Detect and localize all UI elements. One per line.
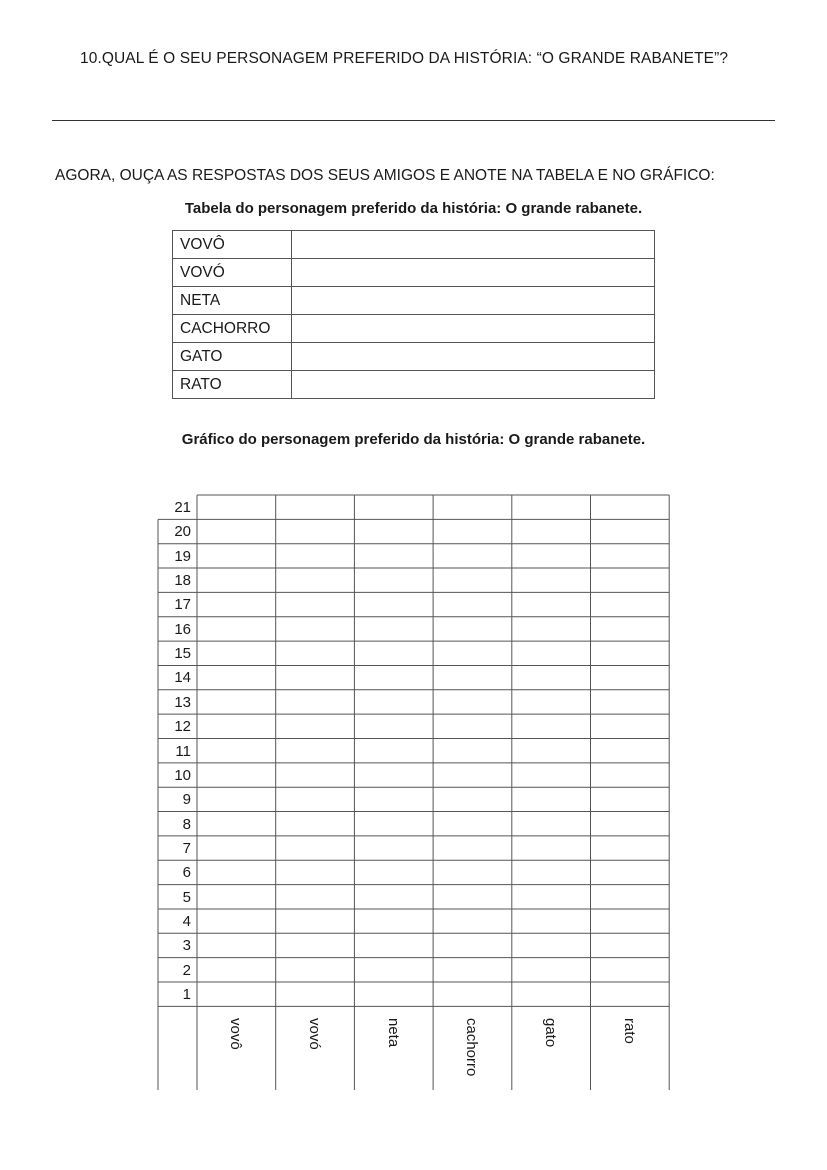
y-tick-label: 9	[182, 791, 191, 809]
y-tick-label: 15	[174, 645, 191, 663]
y-tick-label: 21	[174, 499, 191, 516]
y-tick-label: 5	[182, 888, 191, 906]
y-tick-label: 2	[182, 961, 191, 979]
x-category-label: cachorro	[463, 1018, 481, 1077]
character-name: NETA	[173, 287, 292, 315]
y-tick-label: 8	[182, 815, 191, 833]
x-category-label: gato	[542, 1018, 560, 1048]
y-tick-label: 4	[182, 912, 191, 930]
character-name: VOVÔ	[173, 231, 292, 259]
character-name: VOVÓ	[173, 259, 292, 287]
y-tick-label: 1	[182, 986, 191, 1003]
x-category-label: vovô	[227, 1018, 245, 1051]
question-text: 10.QUAL É O SEU PERSONAGEM PREFERIDO DA HISTÓRIA: “O GRANDE RABANETE”?	[80, 50, 729, 67]
character-name: GATO	[173, 343, 292, 371]
y-tick-label: 18	[174, 572, 191, 590]
y-tick-label: 11	[175, 742, 191, 760]
y-tick-label: 12	[174, 718, 191, 736]
character-name: RATO	[173, 371, 292, 399]
y-tick-label: 6	[182, 864, 191, 882]
y-tick-label: 10	[174, 766, 191, 784]
table-title: Tabela do personagem preferido da história: O grande rabanete.	[184, 200, 643, 217]
y-tick-label: 3	[182, 937, 191, 955]
y-tick-label: 7	[182, 839, 191, 857]
character-name: CACHORRO	[173, 315, 292, 343]
instruction-text: AGORA, OUÇA AS RESPOSTAS DOS SEUS AMIGOS E ANOTE NA TABELA E NO GRÁFICO:	[55, 167, 715, 184]
x-category-label: rato	[620, 1018, 638, 1045]
y-tick-label: 19	[174, 547, 191, 565]
x-category-label: vovó	[306, 1018, 324, 1051]
y-tick-label: 13	[174, 693, 191, 711]
y-tick-label: 16	[174, 620, 191, 638]
y-tick-label: 20	[174, 523, 191, 541]
chart-title: Gráfico do personagem preferido da história: O grande rabanete.	[181, 431, 646, 448]
y-tick-label: 17	[174, 596, 191, 614]
y-tick-label: 14	[174, 669, 191, 687]
x-category-label: neta	[384, 1018, 402, 1048]
